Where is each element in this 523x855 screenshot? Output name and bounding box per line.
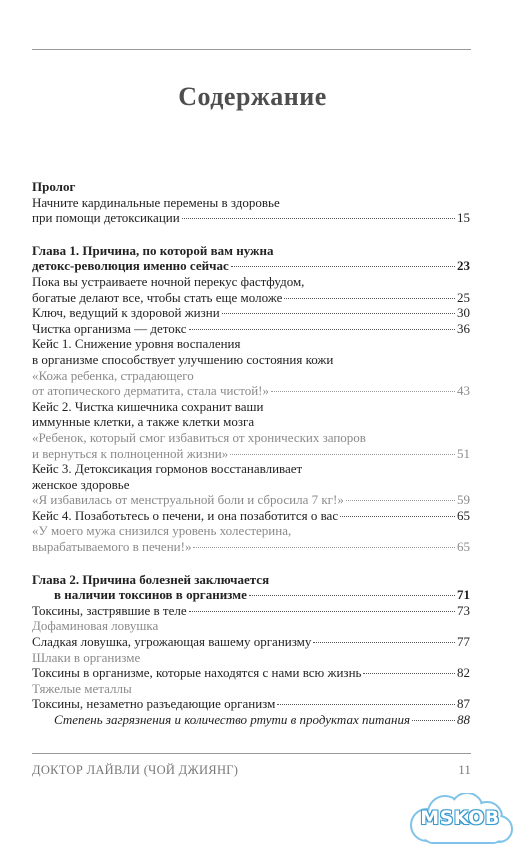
toc-entry	[32, 383, 470, 399]
toc-entry	[32, 305, 470, 321]
toc-entry-page: 43	[457, 383, 470, 399]
dot-leader	[189, 611, 455, 612]
watermark-text: MSKOB	[420, 807, 500, 829]
toc-entry-title: Глава 2. Причина болезней заключается	[32, 571, 270, 587]
toc-entry-title: «Ребенок, который смог избавиться от хронических запоров	[32, 429, 366, 445]
toc-entry	[32, 274, 470, 290]
dot-leader	[313, 642, 455, 643]
toc-entry	[32, 618, 470, 634]
toc-entry-title: Кейс 1. Снижение уровня воспаления	[32, 336, 241, 352]
toc-entry	[32, 461, 470, 477]
dot-leader	[222, 313, 455, 314]
dot-leader	[346, 500, 455, 501]
page-title: Содержание	[178, 82, 327, 111]
toc-entry-title: вырабатываемого в печени!»	[32, 539, 192, 555]
toc-entry	[32, 587, 470, 603]
toc-entry	[32, 572, 470, 588]
toc-entry-page: 88	[457, 712, 470, 727]
dot-leader	[249, 595, 455, 596]
toc-entry-title: Кейс 3. Детоксикация гормонов восстанавливает	[32, 461, 303, 477]
toc-entry-title: Глава 1. Причина, по которой вам нужна	[32, 242, 274, 258]
toc-entry-title: от атопического дерматита, стала чистой!»	[32, 383, 270, 399]
page-footer	[32, 763, 471, 778]
toc-entry-title: Токсины, застрявшие в теле	[32, 602, 187, 618]
toc-entry	[32, 290, 470, 306]
toc-entry	[32, 399, 470, 415]
toc-entry	[32, 681, 470, 697]
dot-leader	[412, 720, 455, 721]
dot-leader	[182, 218, 455, 219]
toc-entry-title: Токсины, незаметно разъедающие организм	[32, 696, 276, 712]
toc-entry	[32, 539, 470, 555]
toc-entry-title: иммунные клетки, а также клетки мозга	[32, 414, 255, 430]
footer-author: ДОКТОР ЛАЙВЛИ (ЧОЙ ДЖИЯНГ)	[32, 763, 239, 777]
dot-leader	[189, 329, 455, 330]
toc-entry	[32, 414, 470, 430]
toc-entry-page: 51	[457, 445, 470, 461]
toc-entry	[32, 696, 470, 712]
toc-entry-page: 71	[457, 587, 470, 603]
dot-leader	[277, 704, 455, 705]
toc-entry-title: женское здоровье	[32, 476, 130, 492]
toc-entry-page: 87	[457, 696, 470, 712]
toc-entry-title: «У моего мужа снизился уровень холестерина,	[32, 523, 292, 539]
dot-leader	[231, 266, 455, 267]
dot-leader	[271, 391, 455, 392]
toc-entry	[32, 179, 470, 195]
toc-entry	[32, 508, 470, 524]
toc-entry-title: Токсины в организме, которые находятся с нами всю жизнь	[32, 665, 362, 681]
toc-entry	[32, 523, 470, 539]
bottom-divider	[32, 753, 471, 754]
toc-entry-page: 23	[457, 258, 470, 274]
toc-entry-title: богатые делают все, чтобы стать еще моложе	[32, 289, 283, 305]
toc-entry-page: 15	[457, 210, 470, 226]
toc-entry	[32, 430, 470, 446]
toc-entry	[32, 336, 470, 352]
toc-entry-page: 73	[457, 602, 470, 618]
toc-entry-title: «Я избавилась от менструальной боли и сбросила 7 кг!»	[32, 492, 344, 508]
toc-entry-title: Сладкая ловушка, угрожающая вашему организму	[32, 634, 312, 650]
toc-entry	[32, 603, 470, 619]
toc-entry	[32, 243, 470, 259]
toc-entry-title: и вернуться к полноценной жизни»	[32, 445, 229, 461]
toc-entry-title: Пролог	[32, 179, 76, 194]
toc-entry	[32, 195, 470, 211]
toc-entry-title: Шлаки в организме	[32, 649, 141, 665]
toc-entry	[32, 210, 470, 226]
toc-entry-title: Степень загрязнения и количество ртути в продуктах питания	[54, 712, 411, 727]
footer-page-number: 11	[458, 763, 471, 777]
toc-entry-title: «Кожа ребенка, страдающего	[32, 367, 194, 383]
toc-entry	[32, 492, 470, 508]
section-gap	[32, 555, 470, 572]
toc-entry	[32, 352, 470, 368]
toc-entry-title: при помощи детоксикации	[32, 210, 180, 226]
toc-entry-title: Дофаминовая ловушка	[32, 618, 159, 634]
toc-entry-page: 65	[457, 507, 470, 523]
toc-entry	[32, 650, 470, 666]
toc-entry-page: 65	[457, 539, 470, 555]
toc-entry-title: Пока вы устраиваете ночной перекус фастфудом,	[32, 273, 305, 289]
toc-entry-title: Начните кардинальные перемены в здоровье	[32, 194, 280, 210]
toc-entry-title: Тяжелые металлы	[32, 680, 132, 696]
top-divider	[32, 49, 471, 50]
toc-entry	[32, 712, 470, 728]
toc-entry-title: в организме способствует улучшению состояния кожи	[32, 351, 334, 367]
toc-entry-title: Чистка организма — детокс	[32, 320, 187, 336]
toc-entry-title: Ключ, ведущий к здоровой жизни	[32, 305, 220, 321]
dot-leader	[193, 547, 455, 548]
toc-entry	[32, 634, 470, 650]
toc-entry-page: 30	[457, 305, 470, 321]
toc-entry	[32, 368, 470, 384]
toc-entry-title: детокс-революция именно сейчас	[32, 258, 229, 274]
dot-leader	[340, 516, 455, 517]
toc-entry-title: Кейс 4. Позаботьтесь о печени, и она позаботится о вас	[32, 507, 339, 523]
toc-entry-title: Кейс 2. Чистка кишечника сохранит ваши	[32, 398, 264, 414]
dot-leader	[230, 454, 455, 455]
dot-leader	[363, 673, 455, 674]
dot-leader	[284, 298, 455, 299]
section-gap	[32, 226, 470, 243]
toc-entry-page: 25	[457, 289, 470, 305]
toc-entry	[32, 446, 470, 462]
toc-entry-title: в наличии токсинов в организме	[54, 587, 247, 603]
toc-entry	[32, 258, 470, 274]
toc-entry-page: 77	[457, 634, 470, 650]
table-of-contents	[32, 179, 470, 728]
toc-entry	[32, 665, 470, 681]
toc-entry	[32, 477, 470, 493]
toc-entry-page: 36	[457, 320, 470, 336]
toc-entry	[32, 321, 470, 337]
toc-entry-page: 59	[457, 492, 470, 508]
toc-entry-page: 82	[457, 665, 470, 681]
watermark-logo	[405, 793, 515, 849]
